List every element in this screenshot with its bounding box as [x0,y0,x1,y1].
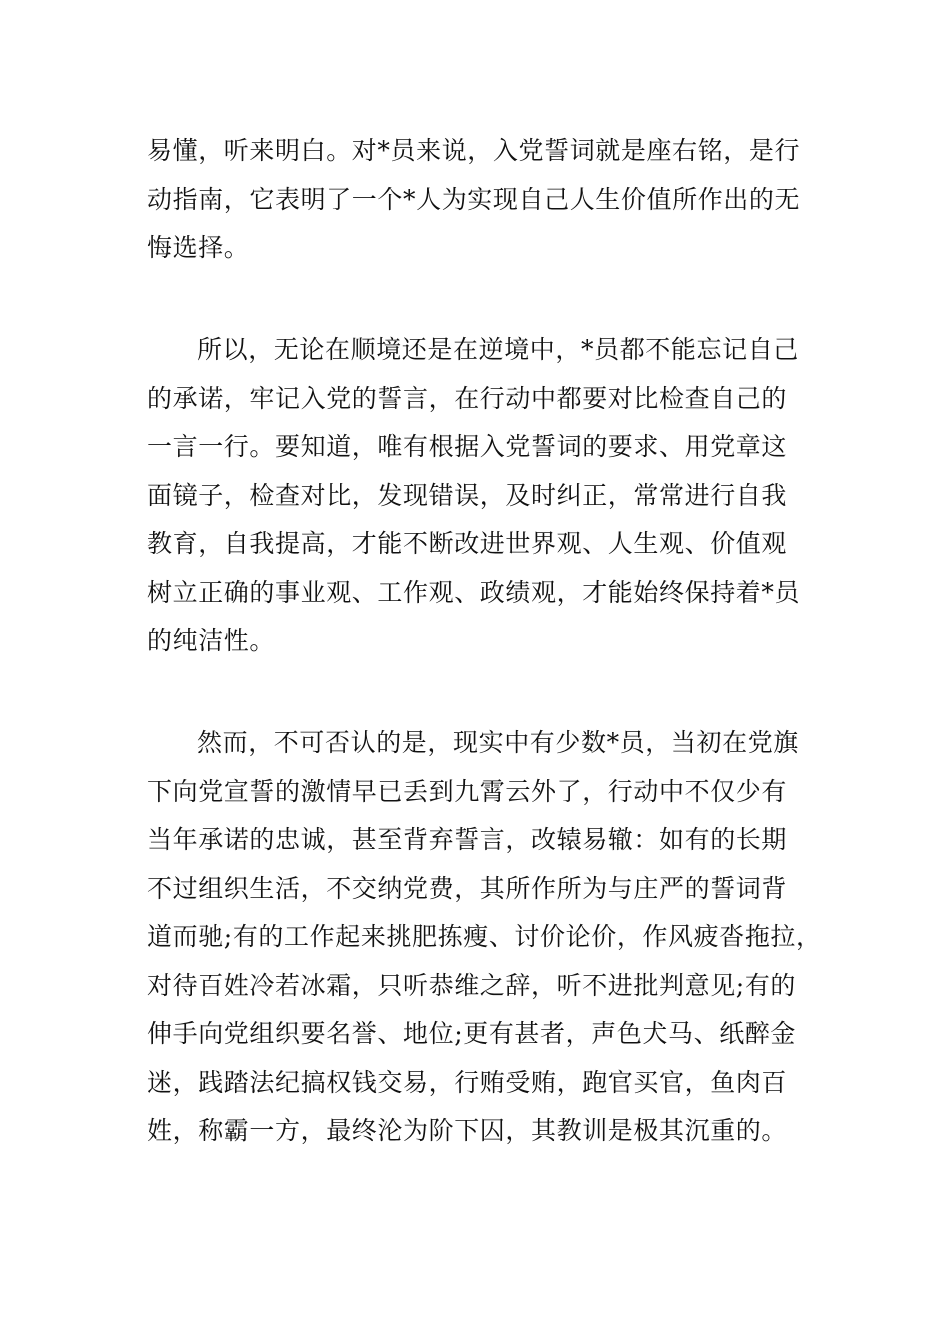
text-line: 道而驰;有的工作起来挑肥拣瘦、讨价论价，作风疲沓拖拉， [147,922,822,951]
text-line: 对待百姓冷若冰霜，只听恭维之辞，听不进批判意见;有的 [147,970,797,1000]
text-line: 悔选择。 [147,233,250,262]
paragraph-1 [147,127,827,273]
text-line: 迷，践踏法纪搞权钱交易，行贿受贿，跑官买官，鱼肉百 [147,1067,788,1097]
paragraph-2 [147,326,827,666]
text-line: 树立正确的事业观、工作观、政绩观，才能始终保持着*员 [147,577,801,607]
text-line: 然而，不可否认的是，现实中有少数*员，当初在党旗 [197,728,799,757]
paragraph-3 [147,719,827,1156]
text-line: 姓，称霸一方，最终沦为阶下囚，其教训是极其沉重的。 [147,1116,788,1145]
text-line: 伸手向党组织要名誉、地位;更有甚者，声色犬马、纸醉金 [147,1019,797,1048]
text-line: 一言一行。要知道，唯有根据入党誓词的要求、用党章这 [147,432,788,461]
text-line: 易懂，听来明白。对*员来说，入党誓词就是座右铭，是行 [147,136,801,165]
text-line: 下向党宣誓的激情早已丢到九霄云外了，行动中不仅少有 [147,776,788,806]
text-line: 的承诺，牢记入党的誓言，在行动中都要对比检查自己的 [147,383,788,413]
text-line: 教育，自我提高，才能不断改进世界观、人生观、价值观 [147,529,788,558]
text-line: 当年承诺的忠诚，甚至背弃誓言，改辕易辙：如有的长期 [147,825,788,854]
text-line: 面镜子，检查对比，发现错误，及时纠正，常常进行自我 [147,480,788,510]
text-line: 动指南，它表明了一个*人为实现自己人生价值所作出的无 [147,184,801,214]
text-line: 不过组织生活，不交纳党费，其所作所为与庄严的誓词背 [147,873,788,903]
text-line: 所以，无论在顺境还是在逆境中，*员都不能忘记自己 [197,335,799,364]
text-line: 的纯洁性。 [147,626,276,655]
